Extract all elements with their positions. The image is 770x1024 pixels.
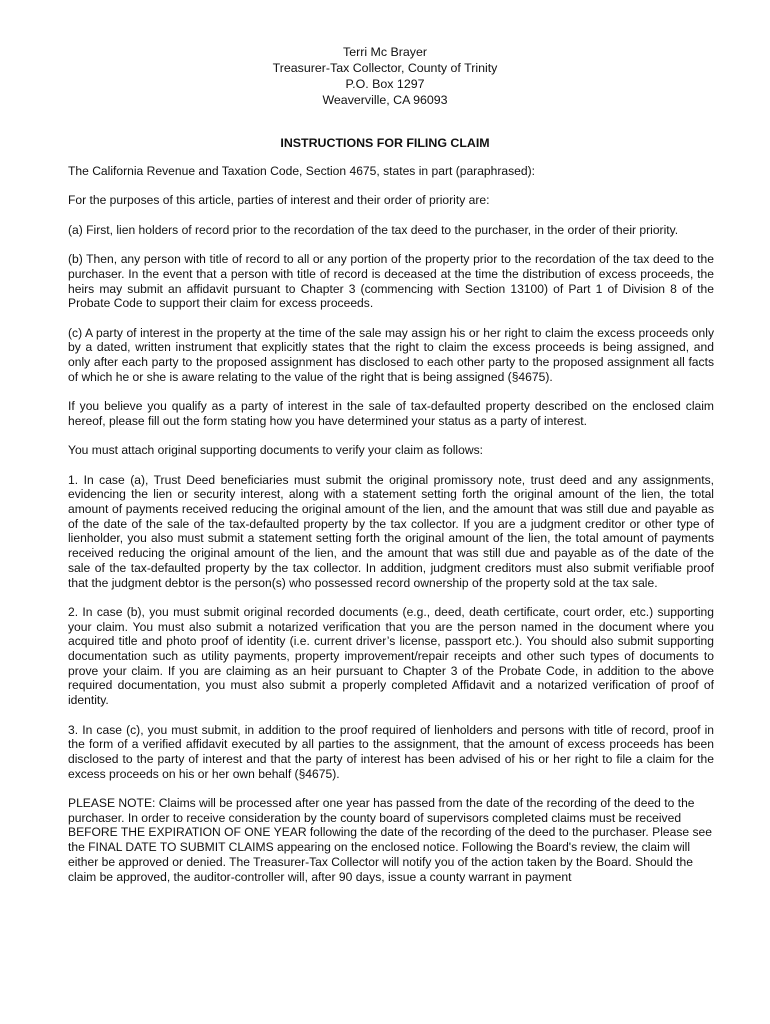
paragraph-a: (a) First, lien holders of record prior to the recordation of the tax deed to the purchaser, in the order of their priority. bbox=[68, 222, 679, 237]
paragraph-intro: The California Revenue and Taxation Code, Section 4675, states in part (paraphrased): bbox=[68, 164, 536, 178]
paragraph-qualify: If you believe you qualify as a party of interest in the sale of tax-defaulted property described on the enclosed claim hereof, please fill out the form stating how you have determined your status as a party of interest. bbox=[68, 399, 714, 428]
paragraph-attach: You must attach original supporting documents to verify your claim as follows: bbox=[68, 443, 483, 458]
office-title: Treasurer-Tax Collector, County of Trinity bbox=[272, 61, 498, 75]
paragraph-b: (b) Then, any person with title of record to all or any portion of the property prior to the recordation of the tax deed to the purchaser. In the event that a person with title of record is deceased at the time the distribution of excess proceeds, the heirs may submit an affidavit pursuant to Chapter 3 (commencing with Section 13100) of Part 1 of Division 8 of the Probate Code to support their claim for excess proceeds. bbox=[68, 252, 714, 311]
document-title: INSTRUCTIONS FOR FILING CLAIM bbox=[280, 136, 490, 150]
paragraph-please-note: PLEASE NOTE: Claims will be processed after one year has passed from the date of the recording of the deed to the purchaser. In order to receive consideration by the county board of supervisors completed claims must be received BEFORE THE EXPIRATION OF ONE YEAR following the date of the recording of the deed to the purchaser. Please see the FINAL DATE TO SUBMIT CLAIMS appearing on the enclosed notice. Following the Board's review, the claim will either be approved or denied. The Treasurer-Tax Collector will notify you of the action taken by the Board. Should the claim be approved, the auditor-controller will, after 90 days, issue a county warrant in payment bbox=[68, 796, 712, 884]
city-state-zip: Weaverville, CA 96093 bbox=[322, 93, 448, 107]
paragraph-case-1: 1. In case (a), Trust Deed beneficiaries must submit the original promissory note, trust deed and any assignments, evidencing the lien or security interest, along with a statement setting forth the original amount of the lien, the total amount of payments received reducing the original amount of the lien, and the amount that was still due and payable as of the date of the sale of the tax-defaulted property by the tax collector. If you are a judgment creditor or other type of lienholder, you also must submit a statement setting forth the original amount of the lien, the total amount of payments received reducing the original amount of the lien, and the amount that was still due and payable as of the date of the sale of the tax-defaulted property by the tax collector. In addition, judgment creditors must also submit verifiable proof that the judgment debtor is the person(s) who possessed record ownership of the property sold at the tax sale. bbox=[68, 472, 714, 590]
po-box: P.O. Box 1297 bbox=[345, 77, 425, 91]
paragraph-parties: For the purposes of this article, parties of interest and their order of priority are: bbox=[68, 193, 490, 208]
letterhead bbox=[0, 44, 770, 108]
paragraph-c: (c) A party of interest in the property at the time of the sale may assign his or her right to claim the excess proceeds only by a dated, written instrument that explicitly states that the right to claim the excess proceeds is being assigned, and only after each party to the proposed assignment has disclosed to each other party to the proposed assignment all facts of which he or she is aware relating to the value of the right that is being assigned (§4675). bbox=[68, 325, 714, 384]
document-body bbox=[68, 164, 714, 899]
paragraph-case-3: 3. In case (c), you must submit, in addition to the proof required of lienholders and persons with title of record, proof in the form of a verified affidavit executed by all parties to the assignment, that the amount of excess proceeds has been disclosed to the party of interest and that the party of interest has been advised of his or her right to file a claim for the excess proceeds on his or her own behalf (§4675). bbox=[68, 722, 714, 781]
official-name: Terri Mc Brayer bbox=[343, 45, 427, 59]
paragraph-case-2: 2. In case (b), you must submit original recorded documents (e.g., deed, death certificate, court order, etc.) supporting your claim. You must also submit a notarized verification that you are the person named in the document where you acquired title and photo proof of identity (i.e. current driver’s license, passport etc.). You should also submit supporting documentation such as utility payments, property improvement/repair receipts and other such types of documents to prove your claim. If you are claiming as an heir pursuant to Chapter 3 of the Probate Code, in addition to the above required documentation, you must also submit a properly completed Affidavit and a notarized verification of proof of identity. bbox=[68, 604, 714, 708]
